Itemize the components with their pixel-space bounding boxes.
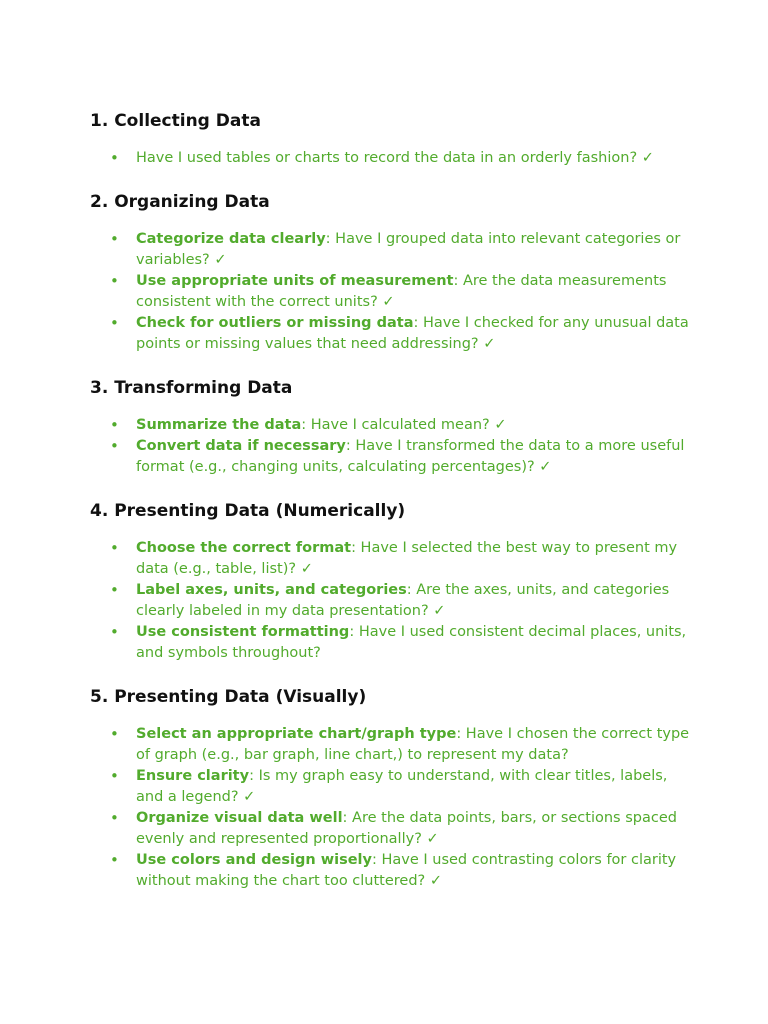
item-separator: :: [413, 315, 419, 331]
item-text: Have I grouped data into relevant categories or variables? ✓: [136, 231, 681, 268]
bullet-icon: •: [110, 149, 119, 167]
checklist-item: [90, 229, 690, 271]
item-text: Are the data measurements consistent with the correct units? ✓: [136, 273, 667, 310]
item-text: Is my graph easy to understand, with clear titles, labels, and a legend? ✓: [136, 768, 668, 805]
item-term: Choose the correct format: [136, 540, 352, 556]
item-separator: :: [406, 582, 412, 598]
bullet-icon: •: [110, 416, 119, 434]
bullet-icon: •: [110, 539, 119, 557]
checklist: [90, 538, 690, 664]
checklist-item: [90, 850, 690, 892]
item-separator: :: [351, 540, 356, 556]
section-heading: 4. Presenting Data (Numerically): [90, 501, 406, 521]
bullet-icon: •: [110, 767, 119, 785]
item-term: Use colors and design wisely: [136, 852, 372, 868]
section-heading: 5. Presenting Data (Visually): [90, 687, 367, 707]
item-text: Have I transformed the data to a more useful format (e.g., changing units, calculating percentages)? ✓: [136, 438, 685, 475]
section-collecting-data: [90, 108, 690, 169]
section-heading: 1. Collecting Data: [90, 111, 261, 131]
checklist-item: [90, 622, 690, 664]
section-heading: 2. Organizing Data: [90, 192, 270, 212]
item-text: Are the axes, units, and categories clearly labeled in my data presentation? ✓: [136, 582, 670, 619]
checklist-item: [90, 436, 690, 478]
bullet-icon: •: [110, 314, 119, 332]
item-separator: :: [456, 726, 462, 742]
item-text: Have I checked for any unusual data points or missing values that need addressing? ✓: [136, 315, 689, 352]
item-separator: :: [371, 852, 377, 868]
section-organizing-data: [90, 189, 690, 355]
bullet-icon: •: [110, 809, 119, 827]
item-text: Have I calculated mean? ✓: [306, 417, 507, 433]
checklist-item: [90, 271, 690, 313]
item-text: Are the data points, bars, or sections spaced evenly and represented proportionally? ✓: [136, 810, 677, 847]
checklist: [90, 415, 690, 478]
bullet-icon: •: [110, 725, 119, 743]
bullet-icon: •: [110, 437, 119, 455]
item-text: Have I used tables or charts to record the data in an orderly fashion? ✓: [136, 150, 654, 166]
checklist-item: [90, 148, 690, 169]
checklist: [90, 148, 690, 169]
item-separator: :: [301, 417, 307, 433]
item-term: Organize visual data well: [136, 810, 343, 826]
item-term: Use appropriate units of measurement: [136, 273, 454, 289]
item-separator: :: [349, 624, 355, 640]
item-term: Select an appropriate chart/graph type: [136, 726, 457, 742]
checklist-item: [90, 580, 690, 622]
item-text: Have I chosen the correct type of graph (e.g., bar graph, line chart,) to represent my data?: [136, 726, 690, 763]
bullet-icon: •: [110, 272, 119, 290]
checklist-item: [90, 313, 690, 355]
checklist: [90, 724, 690, 892]
checklist: [90, 229, 690, 355]
item-term: Check for outliers or missing data: [136, 315, 414, 331]
bullet-icon: •: [110, 581, 119, 599]
item-separator: :: [453, 273, 459, 289]
item-separator: :: [325, 231, 331, 247]
checklist-document: [90, 108, 690, 912]
item-separator: :: [345, 438, 351, 454]
item-separator: :: [249, 768, 254, 784]
section-transforming-data: [90, 375, 690, 478]
item-text: Have I used consistent decimal places, units, and symbols throughout?: [136, 624, 687, 661]
item-text: Have I used contrasting colors for clarity without making the chart too cluttered? ✓: [136, 852, 677, 889]
item-text: Have I selected the best way to present my data (e.g., table, list)? ✓: [136, 540, 678, 577]
item-term: Categorize data clearly: [136, 231, 326, 247]
checklist-item: [90, 724, 690, 766]
item-term: Summarize the data: [136, 417, 302, 433]
checklist-item: [90, 808, 690, 850]
bullet-icon: •: [110, 851, 119, 869]
item-separator: :: [342, 810, 348, 826]
section-heading: 3. Transforming Data: [90, 378, 293, 398]
section-presenting-numerically: [90, 498, 690, 664]
item-term: Convert data if necessary: [136, 438, 346, 454]
checklist-item: [90, 538, 690, 580]
checklist-item: [90, 415, 690, 436]
item-term: Ensure clarity: [136, 768, 250, 784]
item-term: Use consistent formatting: [136, 624, 350, 640]
item-term: Label axes, units, and categories: [136, 582, 407, 598]
section-presenting-visually: [90, 684, 690, 892]
checklist-item: [90, 766, 690, 808]
bullet-icon: •: [110, 230, 119, 248]
bullet-icon: •: [110, 623, 119, 641]
